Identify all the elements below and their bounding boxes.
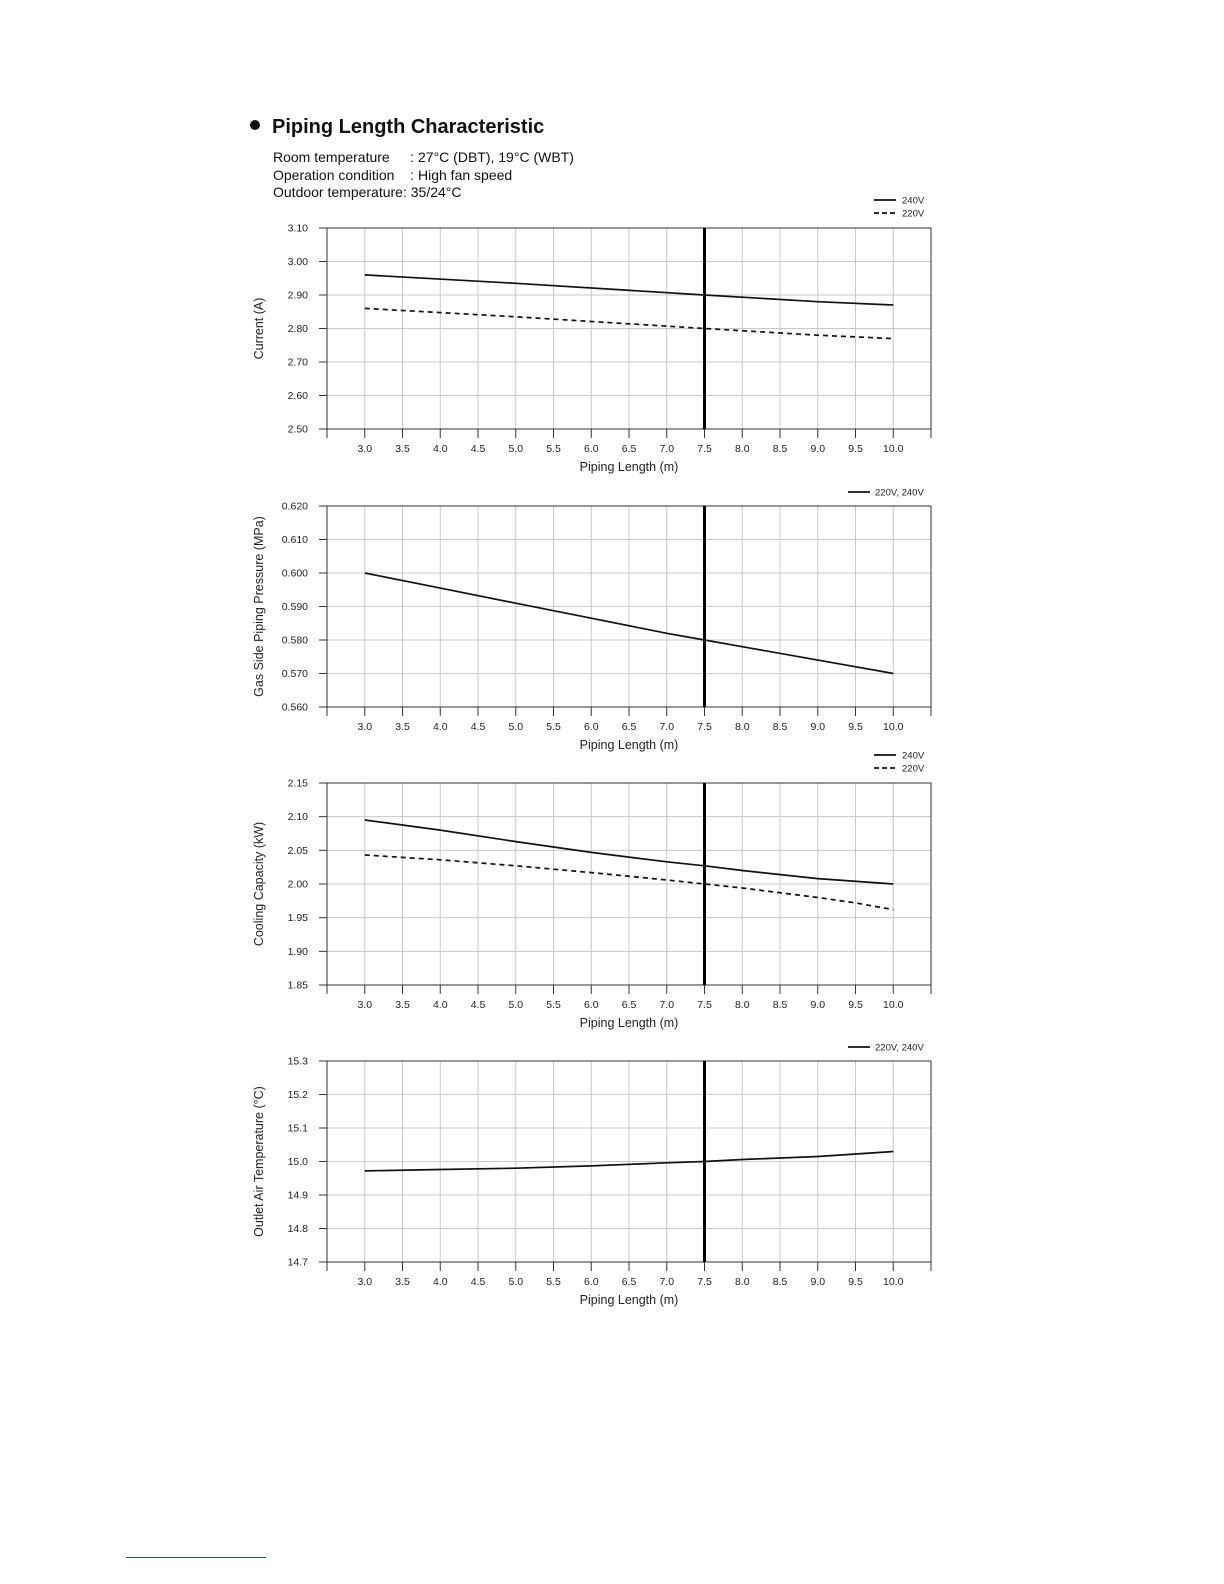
y-tick-label: 15.0 [287, 1156, 308, 1168]
section-title-text: Piping Length Characteristic [272, 116, 545, 138]
x-tick-label: 5.0 [508, 999, 524, 1011]
y-tick-label: 2.15 [287, 777, 308, 790]
y-tick-label: 14.7 [287, 1256, 308, 1269]
x-tick-label: 9.0 [810, 1276, 826, 1288]
legend [874, 196, 925, 220]
y-axis-label: Gas Side Piping Pressure (MPa) [252, 516, 266, 697]
x-tick-label: 4.5 [470, 443, 486, 455]
x-tick-label: 3.0 [357, 1276, 373, 1288]
footer-rule [126, 1557, 266, 1558]
y-tick-label: 3.10 [287, 222, 308, 235]
x-axis-label: Piping Length (m) [579, 460, 679, 474]
x-tick-label: 3.0 [357, 721, 373, 733]
x-tick-label: 10.0 [883, 999, 904, 1011]
x-tick-label: 10.0 [883, 721, 904, 733]
x-tick-label: 3.5 [395, 1276, 410, 1288]
x-axis-label: Piping Length (m) [579, 1293, 679, 1307]
condition-separator: : [410, 149, 414, 165]
x-tick-label: 4.0 [432, 443, 448, 455]
x-tick-label: 6.5 [621, 999, 637, 1011]
condition-separator: : [402, 184, 407, 200]
x-tick-label: 7.5 [697, 1276, 712, 1288]
legend-label: 220V, 240V [875, 487, 924, 499]
y-tick-label: 2.50 [287, 423, 308, 436]
chart-1 [252, 196, 931, 475]
x-tick-label: 9.5 [848, 443, 863, 455]
x-tick-label: 6.5 [621, 721, 637, 733]
y-tick-label: 0.620 [281, 500, 308, 513]
y-tick-label: 14.8 [287, 1223, 308, 1235]
legend [874, 751, 925, 775]
legend [848, 488, 924, 499]
x-tick-label: 9.5 [848, 999, 863, 1011]
y-axis-label: Outlet Air Temperature (°C) [252, 1086, 266, 1237]
y-tick-label: 1.85 [287, 979, 308, 992]
x-tick-label: 9.0 [810, 443, 826, 455]
y-tick-label: 3.00 [287, 256, 308, 268]
x-tick-label: 7.0 [659, 1276, 675, 1288]
legend-label: 220V [902, 208, 925, 220]
y-tick-label: 2.70 [287, 356, 308, 369]
y-axis-label: Current (A) [252, 297, 266, 360]
y-tick-label: 15.2 [287, 1089, 308, 1101]
x-tick-label: 4.0 [432, 721, 448, 733]
x-tick-label: 8.5 [772, 443, 788, 455]
x-tick-label: 8.0 [734, 721, 750, 733]
x-tick-label: 4.0 [432, 1276, 448, 1288]
x-tick-label: 8.5 [772, 721, 788, 733]
y-tick-label: 2.05 [287, 844, 308, 857]
x-tick-label: 4.0 [432, 999, 448, 1011]
x-tick-label: 10.0 [883, 443, 904, 455]
x-tick-label: 9.0 [810, 721, 826, 733]
x-tick-label: 6.0 [583, 443, 599, 455]
y-tick-label: 2.80 [287, 323, 308, 335]
x-axis-label: Piping Length (m) [579, 738, 679, 752]
y-tick-label: 0.580 [281, 634, 308, 647]
legend [848, 1043, 924, 1054]
x-tick-label: 6.5 [621, 443, 637, 455]
condition-key: Outdoor temperature [273, 184, 403, 200]
x-tick-label: 5.0 [508, 721, 524, 733]
x-tick-label: 4.5 [470, 721, 486, 733]
legend-label: 240V [902, 195, 925, 207]
x-tick-label: 5.5 [546, 1276, 561, 1288]
condition-separator: : [410, 167, 414, 183]
chart-2 [252, 488, 931, 753]
x-tick-label: 7.0 [659, 443, 675, 455]
x-tick-label: 8.0 [734, 1276, 750, 1288]
y-tick-label: 0.570 [281, 668, 308, 680]
x-tick-label: 7.0 [659, 721, 675, 733]
x-tick-label: 6.0 [583, 1276, 599, 1288]
y-tick-label: 2.60 [287, 390, 308, 402]
condition-key: Operation condition [273, 167, 395, 183]
condition-value: 27°C (DBT), 19°C (WBT) [418, 149, 574, 165]
x-tick-label: 7.5 [697, 721, 712, 733]
x-tick-label: 9.5 [848, 1276, 863, 1288]
x-tick-label: 4.5 [470, 1276, 486, 1288]
y-tick-label: 0.610 [281, 534, 308, 546]
condition-value: High fan speed [418, 167, 513, 183]
x-tick-label: 3.5 [395, 443, 410, 455]
x-tick-label: 9.5 [848, 721, 863, 733]
y-tick-label: 0.600 [281, 567, 308, 580]
x-tick-label: 7.5 [697, 999, 712, 1011]
x-tick-label: 5.5 [546, 721, 561, 733]
chart-4 [252, 1043, 931, 1308]
x-tick-label: 9.0 [810, 999, 826, 1011]
y-tick-label: 2.90 [287, 289, 308, 302]
y-tick-label: 1.90 [287, 945, 308, 958]
y-tick-label: 0.590 [281, 601, 308, 613]
legend-label: 220V, 240V [875, 1042, 924, 1054]
y-tick-label: 2.00 [287, 878, 308, 891]
y-tick-label: 15.3 [287, 1055, 308, 1068]
x-tick-label: 8.5 [772, 999, 788, 1011]
x-tick-label: 6.0 [583, 721, 599, 733]
x-tick-label: 5.5 [546, 999, 561, 1011]
y-tick-label: 2.10 [287, 811, 308, 824]
legend-label: 220V [902, 763, 925, 775]
x-tick-label: 3.0 [357, 443, 373, 455]
y-tick-label: 14.9 [287, 1189, 308, 1202]
y-axis-label: Cooling Capacity (kW) [252, 821, 266, 947]
chart-3 [252, 751, 931, 1031]
y-tick-label: 1.95 [287, 912, 308, 925]
x-tick-label: 10.0 [883, 1276, 904, 1288]
condition-value: 35/24°C [410, 184, 462, 200]
x-tick-label: 5.0 [508, 1276, 524, 1288]
x-tick-label: 6.5 [621, 1276, 637, 1288]
x-tick-label: 3.5 [395, 999, 410, 1011]
x-tick-label: 6.0 [583, 999, 599, 1011]
x-tick-label: 7.0 [659, 999, 675, 1011]
legend-label: 240V [902, 750, 925, 762]
x-tick-label: 3.0 [357, 999, 373, 1011]
x-tick-label: 3.5 [395, 721, 410, 733]
x-axis-label: Piping Length (m) [579, 1016, 679, 1030]
x-tick-label: 4.5 [470, 999, 486, 1011]
x-tick-label: 8.5 [772, 1276, 788, 1288]
x-tick-label: 5.0 [508, 443, 524, 455]
x-tick-label: 7.5 [697, 443, 712, 455]
x-tick-label: 8.0 [734, 999, 750, 1011]
y-tick-label: 15.1 [287, 1122, 308, 1135]
y-tick-label: 0.560 [281, 701, 308, 714]
x-tick-label: 5.5 [546, 443, 561, 455]
x-tick-label: 8.0 [734, 443, 750, 455]
condition-key: Room temperature [273, 149, 390, 165]
